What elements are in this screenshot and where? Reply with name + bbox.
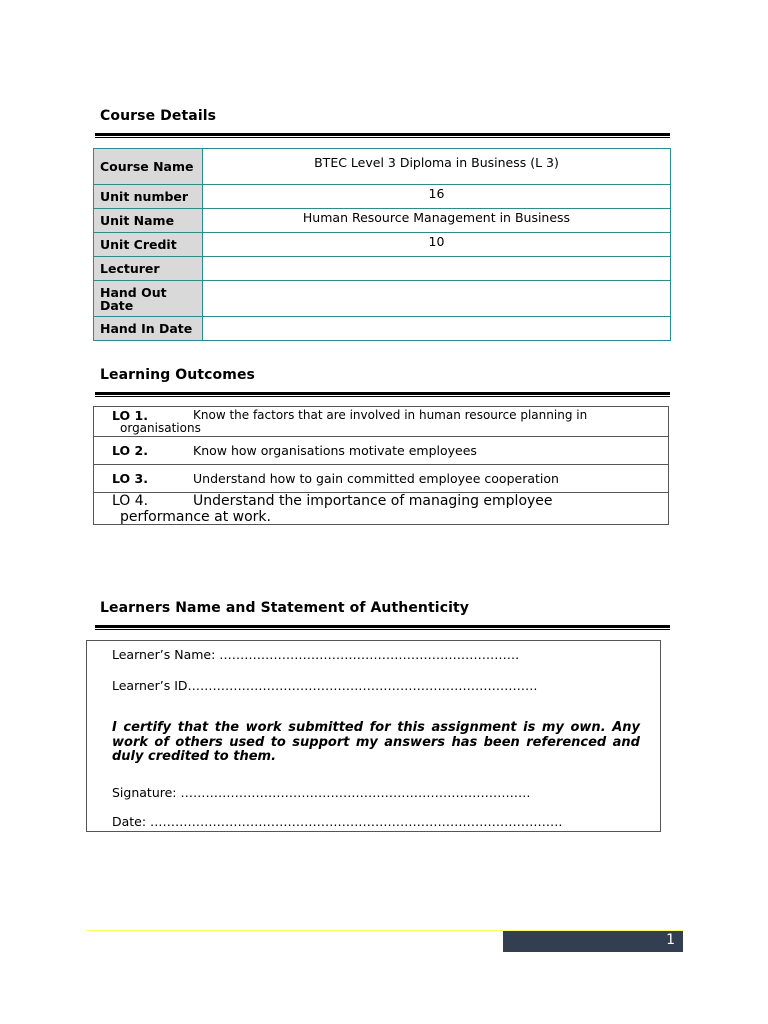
hand-in-date-value [203,317,671,341]
lo-1-code: LO 1. [112,408,148,423]
hand-out-date-label: Hand Out Date [94,281,203,317]
lo-1-text: Know the factors that are involved in human resource planning in [193,408,588,422]
authenticity-heading: Learners Name and Statement of Authenticity [100,600,470,616]
unit-number-row [94,185,671,209]
unit-name-row [94,209,671,233]
lo-item-2 [94,437,668,465]
signature-field[interactable]: Signature: ………………………………………………………………………… [112,785,531,800]
lo-4-text: Understand the importance of managing employee [193,493,553,509]
course-name-value: BTEC Level 3 Diploma in Business (L 3) [203,149,671,185]
unit-name-value: Human Resource Management in Business [203,209,671,233]
page-number: 1 [666,932,675,948]
hand-out-date-value [203,281,671,317]
learning-outcomes-list [93,406,669,525]
hand-in-date-label: Hand In Date [94,317,203,341]
hand-in-date-row [94,317,671,341]
lecturer-label: Lecturer [94,257,203,281]
lecturer-row [94,257,671,281]
lo-2-code: LO 2. [112,443,148,458]
lo-item-1 [94,407,668,437]
page-number-box [503,931,683,952]
authenticity-box [86,640,661,832]
learning-outcomes-heading: Learning Outcomes [100,367,255,383]
lo-1-text-wrap: organisations [120,421,201,435]
learner-name-field[interactable]: Learner’s Name: ……………………………………………………………… [112,647,520,662]
unit-number-label: Unit number [94,185,203,209]
unit-name-label: Unit Name [94,209,203,233]
lo-item-3 [94,465,668,493]
authenticity-statement: I certify that the work submitted for this assignment is my own. Any work of others used to support my answers has been referenced and duly credited to them. [112,720,640,764]
lo-3-code: LO 3. [112,471,148,486]
unit-credit-row [94,233,671,257]
lo-4-code: LO 4. [112,493,149,509]
lo-4-text-wrap: performance at work. [120,509,271,525]
unit-number-value: 16 [203,185,671,209]
lecturer-value [203,257,671,281]
date-field[interactable]: Date: ……………………………………………………………………………………… [112,814,563,829]
course-details-table [93,148,671,341]
unit-credit-value: 10 [203,233,671,257]
hand-out-date-row [94,281,671,317]
learning-outcomes-rule [95,392,670,397]
course-name-label: Course Name [94,149,203,185]
course-details-rule [95,133,670,138]
authenticity-rule [95,625,670,630]
course-details-heading: Course Details [100,108,217,124]
lo-item-4 [94,493,668,526]
lo-2-text: Know how organisations motivate employees [193,443,477,458]
course-name-row [94,149,671,185]
lo-3-text: Understand how to gain committed employee cooperation [193,471,559,486]
unit-credit-label: Unit Credit [94,233,203,257]
learner-id-field[interactable]: Learner’s ID………………………………………………………………………… [112,678,538,693]
